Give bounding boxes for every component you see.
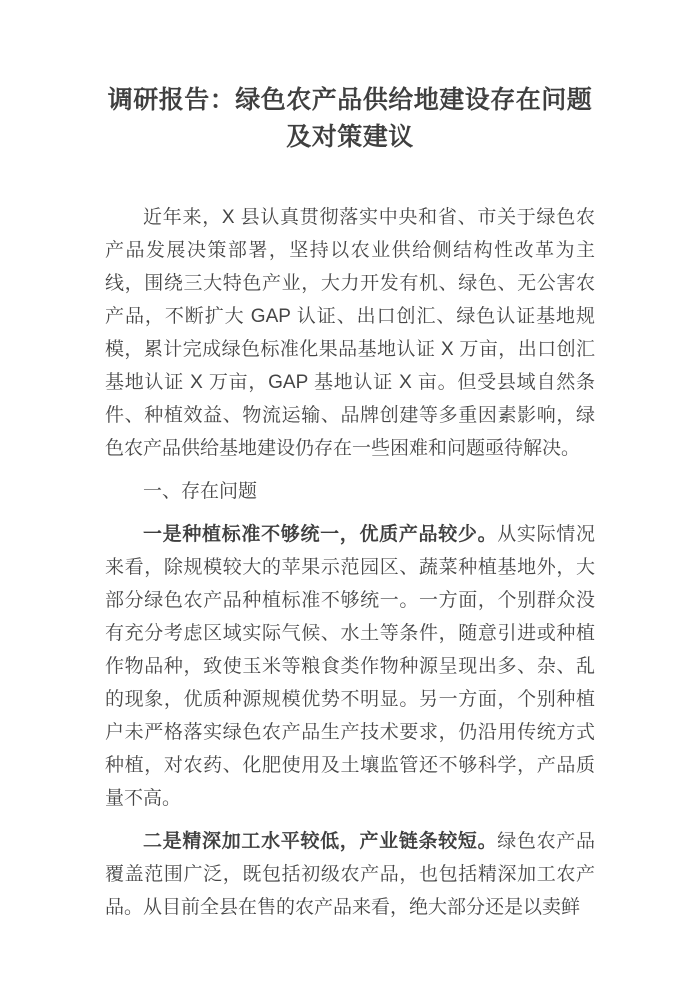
paragraph-problem-1-lead: 一是种植标准不够统一，优质产品较少。: [143, 524, 498, 545]
paragraph-problem-2-lead: 二是精深加工水平较低，产业链条较短。: [143, 831, 498, 852]
document-title: 调研报告：绿色农产品供给地建设存在问题及对策建议: [107, 86, 593, 151]
section-heading-problems: 一、存在问题: [143, 481, 258, 502]
paragraph-problem-2-text: 绿色农产品覆盖范围广泛，既包括初级农产品，也包括精深加工农产品。从目前全县在售的农产品来看，绝大部分还是以卖鲜: [105, 831, 595, 918]
paragraph-intro: [105, 201, 595, 465]
paragraph-problem-1: [105, 518, 595, 815]
paragraph-problem-2: [105, 825, 595, 924]
paragraph-problem-1-text: 从实际情况来看，除规模较大的苹果示范园区、蔬菜种植基地外，大部分绿色农产品种植标准不够统一。一方面，个别群众没有充分考虑区域实际气候、水土等条件，随意引进或种植作物品种，致使玉米等粮食类作物种源呈现出多、杂、乱的现象，优质种源规模优势不明显。另一方面，个别种植户未严格落实绿色农产品生产技术要求，仍沿用传统方式种植，对农药、化肥使用及土壤监管还不够科学，产品质量不高。: [105, 524, 595, 809]
paragraph-intro-text: 近年来，X 县认真贯彻落实中央和省、市关于绿色农产品发展决策部署，坚持以农业供给侧结构性改革为主线，围绕三大特色产业，大力开发有机、绿色、无公害农产品，不断扩大 GAP 认证、出口创汇、绿色认证基地规模，累计完成绿色标准化果品基地认证 X 万亩，出口创汇基地认证 X 万亩，GAP 基地认证 X 亩。但受县域自然条件、种植效益、物流运输、品牌创建等多重因素影响，绿色农产品供给基地建设仍存在一些困难和问题亟待解决。: [105, 207, 595, 459]
